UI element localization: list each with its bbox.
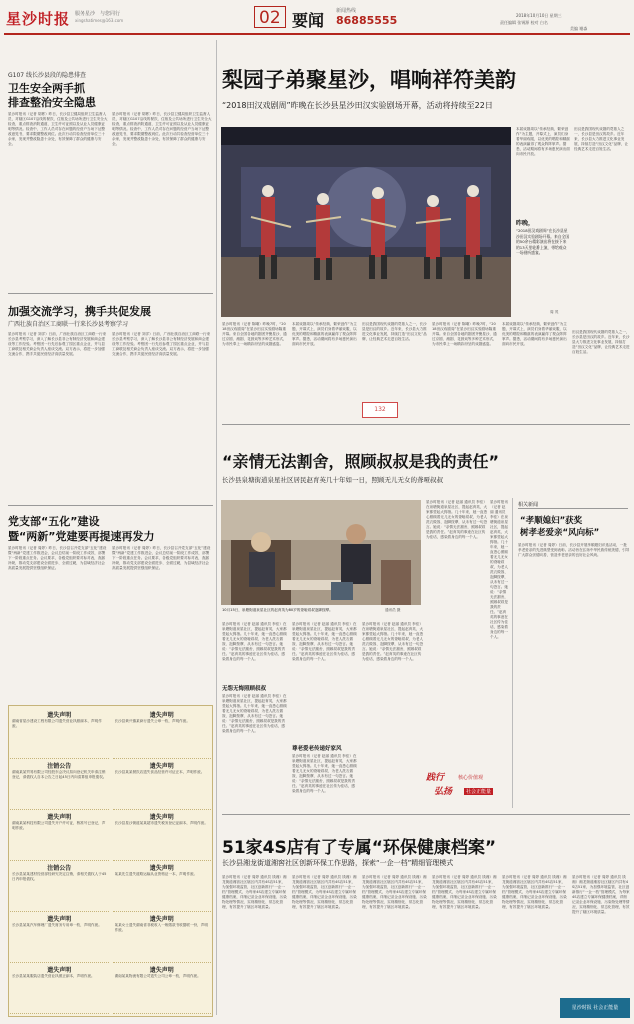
lead-body-2: 本届戏剧周以“传承经典，繁荣创作”为主题，开幕式上，演员们身着华丽戏服，以优美的唱腔和精湛的表演赢得了观众阵阵掌声。据悉，活动期间将有多场惠民演出面向市民开放。 — [292, 322, 357, 346]
article2-divider — [222, 814, 630, 815]
article2-body-1: 星沙时报讯（记者 赵丽 通讯员 李佳）在泉塘街道泉星社区，提起赵育英，大家都竖起大拇指。几十年来，她一直悉心照顾着无儿无女的聋哑叔叔，为老人洗衣做饭、泡脚按摩，从未有过一句怨言。她说：“亲情无法割舍，照顾叔叔是我的责任。”赵育英的事迹在社区传为佳话，感染着身边的每一个人。 — [222, 622, 287, 661]
article2-body-right-b: 星沙时报讯（记者 赵丽 通讯员 李佳）在泉塘街道泉星社区，提起赵育英，大家都竖起大拇指。几十年来，她一直悉心照顾着无儿无女的聋哑叔叔，为老人洗衣做饭、泡脚按摩，从未有过一句怨言。她说：“亲情无法割舍，照顾叔叔是我的责任。”赵育英的事迹在社区传为佳话，感染着身边的每一个人。 — [490, 500, 508, 639]
left-bottom-body-col2: 星沙时报讯（记者 周婷）昨日，长沙县召开党支部“五化”建设暨“两新”党建工作推进会，会议总结前一阶段工作成效，部署下一阶段重点任务。会议要求，各级党组织要对标对表，查漏补缺，推动党支部建设全面进步、全面过硬，为县域经济社会高质量发展提供坚强组织保证。 — [112, 546, 211, 570]
notice-body: 某某先生遗失道路运输从业资格证一本，声明作废。 — [114, 872, 198, 876]
notice-item — [10, 963, 109, 1014]
notice-title: 遗失声明 — [47, 967, 72, 974]
notice-title: 遗失声明 — [47, 712, 72, 719]
notice-title: 遗失声明 — [149, 967, 174, 974]
notice-item — [113, 810, 212, 861]
notice-item — [113, 759, 212, 810]
left-mid-body-col2: 星沙时报讯（记者 刘洋）日前，广西壮族自治区工商联一行来长沙县考察学习，深入了解长沙县非公有制经济发展和商会建设等工作经验。考察团一行先后参观了园区重点企业，并与县工商联及相关商会负责人座谈交流。双方表示，将进一步加强交流合作，携手共促民营经济高质量发展。 — [112, 332, 211, 356]
article2-body-2: 星沙时报讯（记者 赵丽 通讯员 李佳）在泉塘街道泉星社区，提起赵育英，大家都竖起大拇指。几十年来，她一直悉心照顾着无儿无女的聋哑叔叔，为老人洗衣做饭、泡脚按摩，从未有过一句怨言。她说：“亲情无法割舍，照顾叔叔是我的责任。”赵育英的事迹在社区传为佳话，感染着身边的每一个人。 — [222, 694, 287, 733]
lead-caption-kicker: 昨晚， — [516, 220, 535, 227]
article3-body-5: 星沙时报讯（记者 周婷 通讯员 钱湘）湘龙街道湘窖社区辖区内共有4S店51家，为加强环境监管，社区创新推行“一企一档”管理模式，为每家4S店建立专属环保健康档案，详细记录企业环保设施、污染物处理等情况，实现精细化、常态化管理，有效提升了辖区环境质量。 — [502, 875, 567, 909]
brand-tag-sub: 社会正能量 — [466, 789, 492, 795]
lead-body-4: 星沙时报讯（记者 陈曦）昨晚7时，“2018田汉戏剧周”在星沙田汉实验剧场隆重开幕。来自全国各地的剧团齐聚星沙，通过京剧、湘剧、花鼓戏等多种艺术形式，为市民奉上一场精彩纷呈的戏剧盛宴。 — [432, 322, 497, 346]
notice-body: 湖南某某科技有限公司遗失开户许可证，核准号已登记，声明作废。 — [12, 821, 106, 830]
left-mid-body: 星沙时报讯（记者 刘洋）日前，广西壮族自治区工商联一行来长沙县考察学习，深入了解长沙县非公有制经济发展和商会建设等工作经验。考察团一行先后参观了园区重点企业，并与县工商联及相关商会负责人座谈交流。双方表示，将进一步加强交流合作，携手共促民营经济高质量发展。 — [8, 332, 107, 356]
left-top-body: 星沙时报讯（记者 胡彬）昨日，长沙县卫健局组织卫生监督人员，对辖区G107沿线的餐饮、住宿及公共场所进行卫生安全大检查，重点排查消防通道、卫生许可证照以及从业人员健康证明等情况。检查中，工作人员对存在问题的经营户当场下达整改意见书，要求限期整改到位。此次行动共检查经营单位三十余家，发现并整改隐患十余处，有效保障了群众的健康与安全。 — [8, 112, 108, 146]
side-box-title: “孝顺媳妇”获奖 — [520, 516, 583, 526]
notice-list — [10, 708, 211, 1014]
brand-tag-line-2: 弘扬 — [434, 787, 453, 797]
article2-title: “亲情无法割舍，照顾叔叔是我的责任” — [222, 452, 500, 471]
article3-body-3: 星沙时报讯（记者 周婷 通讯员 钱湘）湘龙街道湘窖社区辖区内共有4S店51家，为加强环境监管，社区创新推行“一企一档”管理模式，为每家4S店建立专属环保健康档案，详细记录企业环保设施、污染物处理等情况，实现精细化、常态化管理，有效提升了辖区环境质量。 — [362, 875, 427, 909]
notice-body: 长沙县某某餐饮店遗失食品经营许可证正本，声明作废。 — [114, 770, 205, 774]
notice-item — [113, 861, 212, 912]
side-box-divider — [512, 498, 513, 808]
article2-body-right-a: 星沙时报讯（记者 赵丽 通讯员 李佳）在泉塘街道泉星社区，提起赵育英，大家都竖起大拇指。几十年来，她一直悉心照顾着无儿无女的聋哑叔叔，为老人洗衣做饭、泡脚按摩，从未有过一句怨言。她说：“亲情无法割舍，照顾叔叔是我的责任。”赵育英的事迹在社区传为佳话，感染着身边的每一个人。 — [426, 500, 488, 539]
hotline-label: 新闻热线 — [336, 8, 357, 14]
lead-body-6: 田汉是我国现代戏剧的奠基人之一，长沙县是田汉的故乡。近年来，长沙县大力推进文化事业发展，持续打造“田汉文化”品牌，让经典艺术走进百姓生活。 — [572, 330, 630, 354]
left-top-divider — [8, 293, 213, 294]
article2-subhead-2: 尊老爱老传递好家风 — [292, 746, 342, 752]
notice-item — [113, 963, 212, 1014]
notice-body: 湖南省星沙建设工程有限公司遗失营业执照副本，声明作废。 — [12, 719, 102, 728]
lead-body-1: 星沙时报讯（记者 陈曦）昨晚7时，“2018田汉戏剧周”在星沙田汉实验剧场隆重开幕。来自全国各地的剧团齐聚星沙，通过京剧、湘剧、花鼓戏等多种艺术形式，为市民奉上一场精彩纷呈的戏剧盛宴。 — [222, 322, 287, 346]
side-box-body-1: 星沙时报讯（记者 周婷）日前，长沙县开展孝顺媳妇评选活动，一批孝老爱亲的先进典型受到表彰。活动旨在弘扬中华民族传统美德，引导广大群众崇德向善，营造孝老爱亲的良好社会风尚。 — [518, 543, 630, 557]
article2-subhead-1: 无怨无悔照顾叔叔 — [222, 686, 267, 692]
left-top-kicker: G107 线长沙县段的隐患排查 — [8, 72, 87, 79]
corner-banner — [560, 998, 630, 1018]
article2-body-5: 星沙时报讯（记者 赵丽 通讯员 李佳）在泉塘街道泉星社区，提起赵育英，大家都竖起大拇指。几十年来，她一直悉心照顾着无儿无女的聋哑叔叔，为老人洗衣做饭、泡脚按摩，从未有过一句怨言。她说：“亲情无法割舍，照顾叔叔是我的责任。”赵育英的事迹在社区传为佳话，感染着身边的每一个人。 — [362, 622, 424, 661]
brand-tag-line-1: 践行 — [426, 773, 445, 783]
left-mid-subtitle: 广西壮族自治区工商联一行来长沙县考察学习 — [8, 321, 129, 328]
side-box-head: 相关新闻 — [518, 501, 628, 509]
left-bottom-title-2: 暨“两新”党建要再提速再发力 — [8, 530, 155, 543]
left-mid-title: 加强交流学习，携手共促发展 — [8, 305, 151, 318]
care-scene — [221, 500, 421, 605]
masthead-website: xingshatimes@163.com — [75, 18, 124, 23]
brand-tag-core: 核心价值观 — [458, 775, 484, 781]
left-top-title-1: 卫生安全两手抓 — [8, 82, 85, 95]
masthead — [0, 0, 634, 42]
notice-title: 注销公告 — [47, 763, 72, 770]
article2-caption: 10月15日，泉塘街道泉星社区的赵育英为80岁的聋哑叔叔泡脚按摩。 — [222, 608, 333, 612]
article3-body-6: 星沙时报讯（记者 周婷 通讯员 钱湘）湘龙街道湘窖社区辖区内共有4S店51家，为加强环境监管，社区创新推行“一企一档”管理模式，为每家4S店建立专属环保健康档案，详细记录企业环保设施、污染物处理等情况，实现精细化、常态化管理，有效提升了辖区环境质量。 — [572, 875, 630, 914]
masthead-date: 2018年10月10日 星期三 — [516, 13, 562, 18]
notice-title: 遗失声明 — [149, 916, 174, 923]
masthead-slogan-2: 与您同行 — [100, 11, 121, 17]
notice-item — [10, 759, 109, 810]
lead-title: 梨园子弟聚星沙，唱响祥符美韵 — [222, 68, 516, 92]
lead-right-col-b: 本届戏剧周以“传承经典，繁荣创作”为主题，开幕式上，演员们身着华丽戏服，以优美的唱腔和精湛的表演赢得了观众阵阵掌声。据悉，活动期间将有多场惠民演出面向市民开放。 — [516, 127, 570, 156]
page-number: 02 — [254, 6, 286, 28]
article2-subtitle: 长沙县泉塘街道泉星社区居民赵育英几十年如一日，照顾无儿无女的聋哑叔叔 — [222, 476, 443, 484]
lead-photo-credit: 周 茂 — [550, 310, 559, 314]
article3-body-1: 星沙时报讯（记者 周婷 通讯员 钱湘）湘龙街道湘窖社区辖区内共有4S店51家，为加强环境监管，社区创新推行“一企一档”管理模式，为每家4S店建立专属环保健康档案，详细记录企业环保设施、污染物处理等情况，实现精细化、常态化管理，有效提升了辖区环境质量。 — [222, 875, 287, 909]
masthead-rule — [4, 33, 630, 35]
lead-photo — [221, 127, 511, 317]
section-title: 要闻 — [292, 11, 325, 30]
lead-body-3: 田汉是我国现代戏剧的奠基人之一，长沙县是田汉的故乡。近年来，长沙县大力推进文化事业发展，持续打造“田汉文化”品牌，让经典艺术走进百姓生活。 — [362, 322, 427, 341]
masthead-logo: 星沙时报 — [6, 10, 71, 28]
notice-body: 长沙县黄兴镇某商行遗失公章一枚，声明作废。 — [114, 719, 190, 723]
notice-title: 遗失声明 — [149, 865, 174, 872]
notice-body: 长沙县某某建材经营部经研究决定注销，请相关债权人于45日内申报债权。 — [12, 872, 107, 881]
stage-scene — [221, 127, 511, 317]
notice-body: 湖南某某物流有限公司遗失公司公章一枚，声明作废。 — [114, 974, 201, 978]
article3-body-4: 星沙时报讯（记者 周婷 通讯员 钱湘）湘龙街道湘窖社区辖区内共有4S店51家，为加强环境监管，社区创新推行“一企一档”管理模式，为每家4S店建立专属环保健康档案，详细记录企业环保设施、污染物处理等情况，实现精细化、常态化管理，有效提升了辖区环境质量。 — [432, 875, 497, 909]
notice-body: 长沙县星沙街道某某超市遗失税务登记证副本，声明作废。 — [114, 821, 208, 825]
notice-item — [10, 912, 109, 963]
notice-title: 遗失声明 — [47, 916, 72, 923]
notice-body: 长沙县某某服装店遗失营业执照正副本，声明作废。 — [12, 974, 95, 978]
side-box-title-2: 树孝老爱亲“风向标” — [520, 528, 600, 538]
notice-item — [113, 708, 212, 759]
notice-item — [10, 708, 109, 759]
page-stamp: 132 — [362, 402, 398, 418]
article3-title: 51家4S店有了专属“环保健康档案” — [222, 838, 497, 858]
corner-banner-text: 星沙时报 社会正能量 — [571, 1005, 619, 1011]
left-mid-divider — [8, 505, 213, 506]
notice-body: 湖南某某贸易有限公司经股东会决议拟向登记机关申请注销登记，请债权人自本公告之日起45日内向清算组申报债权。 — [12, 770, 107, 779]
notice-item — [10, 810, 109, 861]
left-top-title-2: 排查整治安全隐患 — [8, 96, 96, 109]
article2-body-3: 星沙时报讯（记者 赵丽 通讯员 李佳）在泉塘街道泉星社区，提起赵育英，大家都竖起大拇指。几十年来，她一直悉心照顾着无儿无女的聋哑叔叔，为老人洗衣做饭、泡脚按摩，从未有过一句怨言。她说：“亲情无法割舍，照顾叔叔是我的责任。”赵育英的事迹在社区传为佳话，感染着身边的每一个人。 — [292, 622, 357, 661]
masthead-designer: 美编 谢淼 — [570, 26, 588, 31]
notice-item — [10, 861, 109, 912]
hotline-number: 86885555 — [336, 14, 398, 27]
lead-subtitle: “2018田汉戏剧周”昨晚在长沙县星沙田汉实验剧场开幕，活动将持续至22日 — [222, 101, 493, 110]
notice-title: 遗失声明 — [149, 814, 174, 821]
article3-subtitle: 长沙县湘龙街道湘窖社区创新环保工作思路，探索“一企一档”精细管理模式 — [222, 859, 454, 867]
lead-right-col: 田汉是我国现代戏剧的奠基人之一，长沙县是田汉的故乡。近年来，长沙县大力推进文化事业发展，持续打造“田汉文化”品牌，让经典艺术走进百姓生活。 — [574, 127, 629, 151]
lead-divider — [222, 424, 630, 425]
masthead-slogan-1: 服务星沙 — [75, 11, 96, 17]
lead-caption: “2018田汉戏剧周”在长沙县星沙田汉实验剧场开幕。来自全国的50余台精彩演出将在接下来的13天里轮番上演，带给观众一场视听盛宴。 — [516, 228, 570, 255]
notice-title: 遗失声明 — [149, 763, 174, 770]
left-top-body-col2: 星沙时报讯（记者 胡彬）昨日，长沙县卫健局组织卫生监督人员，对辖区G107沿线的餐饮、住宿及公共场所进行卫生安全大检查，重点排查消防通道、卫生许可证照以及从业人员健康证明等情况。检查中，工作人员对存在问题的经营户当场下达整改意见书，要求限期整改到位。此次行动共检查经营单位三十余家，发现并整改隐患十余处，有效保障了群众的健康与安全。 — [112, 112, 212, 146]
article2-photo-credit: 通讯员 摄 — [385, 608, 401, 612]
article2-body-4: 星沙时报讯（记者 赵丽 通讯员 李佳）在泉塘街道泉星社区，提起赵育英，大家都竖起大拇指。几十年来，她一直悉心照顾着无儿无女的聋哑叔叔，为老人洗衣做饭、泡脚按摩，从未有过一句怨言。她说：“亲情无法割舍，照顾叔叔是我的责任。”赵育英的事迹在社区传为佳话，感染着身边的每一个人。 — [292, 754, 357, 793]
notice-body: 长沙县某某汽车修理厂遗失财务专用章一枚，声明作废。 — [12, 923, 102, 927]
notice-body: 某某女士遗失湖南省非税收入一般缴款书收据联一份，声明作废。 — [114, 923, 208, 932]
notice-title: 注销公告 — [47, 865, 72, 872]
left-bottom-body: 星沙时报讯（记者 周婷）昨日，长沙县召开党支部“五化”建设暨“两新”党建工作推进会，会议总结前一阶段工作成效，部署下一阶段重点任务。会议要求，各级党组织要对标对表，查漏补缺，推动党支部建设全面进步、全面过硬，为县域经济社会高质量发展提供坚强组织保证。 — [8, 546, 107, 570]
notice-title: 遗失声明 — [149, 712, 174, 719]
article3-body-2: 星沙时报讯（记者 周婷 通讯员 钱湘）湘龙街道湘窖社区辖区内共有4S店51家，为加强环境监管，社区创新推行“一企一档”管理模式，为每家4S店建立专属环保健康档案，详细记录企业环保设施、污染物处理等情况，实现精细化、常态化管理，有效提升了辖区环境质量。 — [292, 875, 357, 909]
masthead-editor: 责任编辑 张锡源 校对 白名 — [500, 20, 548, 25]
brand-tag — [424, 770, 512, 804]
notice-item — [113, 912, 212, 963]
lead-body-5: 本届戏剧周以“传承经典，繁荣创作”为主题，开幕式上，演员们身着华丽戏服，以优美的唱腔和精湛的表演赢得了观众阵阵掌声。据悉，活动期间将有多场惠民演出面向市民开放。 — [502, 322, 567, 346]
left-bottom-title-1: 党支部“五化”建设 — [8, 515, 100, 528]
column-divider-left — [216, 40, 217, 1015]
article2-photo — [221, 500, 421, 605]
notice-title: 遗失声明 — [47, 814, 72, 821]
